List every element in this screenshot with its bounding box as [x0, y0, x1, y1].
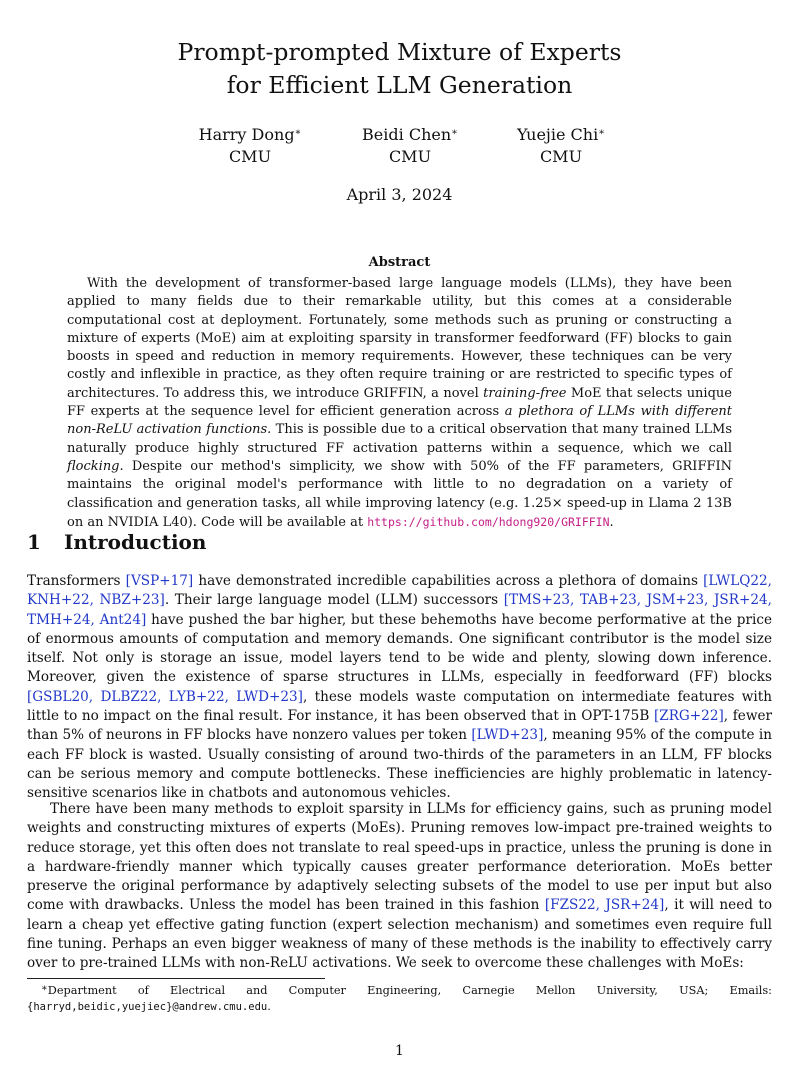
body-text: . Their large language model (LLM) successors [164, 592, 504, 609]
footnote-mark: ∗ [41, 983, 48, 994]
body-text: have pushed the bar higher, but these behemoths have become performative at the price of enormous amounts of computation and memory demands. One significant contributor is the model size itself. Not only is storage an issue, model layers tend to be wide and plenty, slowing down inference. Moreover, given the existence of sparse structures in LLMs, especially in feedforward (FF) blocks [27, 611, 772, 686]
abstract-segment: This is possible due to a critical observation that many trained LLMs naturally produce highly structured FF activation patterns within a sequence, which we call [67, 422, 732, 456]
author-footnote-mark: ∗ [598, 127, 606, 138]
section-heading [27, 530, 206, 554]
abstract-emphasis: training-free [483, 385, 567, 401]
body-text: , these models waste computation on intermediate features with little to no impact on the final result. For instance, it has been observed that in OPT-175B [27, 688, 772, 725]
intro-paragraph-2 [27, 800, 772, 974]
citation-link[interactable]: [LWD+23] [471, 727, 544, 744]
footnote-emails: {harryd,beidic,yuejiec}@andrew.cmu.edu [27, 1000, 268, 1013]
section-number: 1 [27, 530, 41, 554]
abstract-segment: MoE that selects unique FF experts at the sequence level for efficient generation across [67, 385, 732, 420]
footnote-rule [27, 978, 325, 979]
abstract-segment: With the development of transformer-based large language models (LLMs), they have been applied to many fields due to their remarkable utility, but this comes at a considerable computational cost at deployment. Fortunately, some methods such as pruning or constructing a mixture of experts (MoE) aim at exploiting sparsity in transformer feedforward (FF) blocks to gain boosts in speed and reduction in memory requirements. However, these techniques can be very costly and inflexible in practice, as they often require training or are restricted to specific types of architectures. To address this, we introduce GRIFFIN, a novel [67, 276, 732, 401]
citation-link[interactable]: [TMS+23, TAB+23, JSM+23, JSR+24, TMH+24, Ant24] [27, 592, 772, 628]
section-title: Introduction [64, 530, 207, 554]
author-name: Harry Dong [198, 125, 295, 144]
page-number: 1 [395, 1043, 404, 1059]
abstract-segment: . [609, 514, 614, 530]
abstract-heading: Abstract [368, 255, 431, 270]
citation-link[interactable]: [VSP+17] [125, 573, 194, 589]
author-affiliation: CMU [228, 147, 272, 166]
author-name: Beidi Chen [362, 125, 452, 144]
author-affiliation: CMU [539, 147, 583, 166]
footnote [27, 983, 772, 1015]
body-text: Transformers [27, 573, 126, 589]
abstract-emphasis: a plethora of LLMs with different non-ReLU activation functions. [67, 404, 732, 438]
citation-link[interactable]: [ZRG+22] [653, 708, 724, 725]
citation-link[interactable]: [GSBL20, DLBZ22, LYB+22, LWD+23] [27, 688, 303, 705]
abstract-emphasis: flocking [67, 458, 120, 474]
citation-link[interactable]: [FZS22, JSR+24] [544, 897, 665, 914]
body-text: , fewer than 5% of neurons in FF blocks have nonzero values per token [27, 708, 772, 744]
body-text: There have been many methods to exploit sparsity in LLMs for efficiency gains, such as pruning model weights and constructing mixtures of experts (MoEs). Pruning removes low-impact pre-trained weights to reduce storage, yet this often does not translate to real speed-ups in practice, unless the pruning is done in a hardware-friendly manner which typically causes greater performance deterioration. MoEs better preserve the original performance by adaptively selecting subsets of the model to use per input but also come with drawbacks. Unless the model has been trained in this fashion [27, 801, 772, 914]
intro-paragraph-1 [27, 572, 772, 804]
abstract-segment: . Despite our method's simplicity, we show with 50% of the FF parameters, GRIFFIN maintains the original model's performance with little to no degradation on a variety of classification and generation tasks, all while improving latency (e.g. 1.25× speed-up in Llama 2 13B on an NVIDIA L40). Code will be available at [67, 458, 732, 530]
paper-date: April 3, 2024 [346, 185, 453, 204]
title-line-1: Prompt-prompted Mixture of Experts [177, 38, 622, 66]
author-footnote-mark: ∗ [451, 127, 458, 138]
paper-title [0, 36, 799, 102]
body-text: have demonstrated incredible capabilities across a plethora of domains [193, 573, 704, 589]
footnote-text: Department of Electrical and Computer Engineering, Carnegie Mellon University, USA; Emails: [47, 984, 772, 997]
author-block [355, 124, 465, 168]
author-affiliation: CMU [388, 147, 432, 166]
title-line-2: for Efficient LLM Generation [226, 71, 573, 99]
body-text: , meaning 95% of the compute in each FF block is wasted. Usually consisting of around two-thirds of the parameters in an LLM, FF blocks can be serious memory and compute bottlenecks. These inefficiencies are highly problematic in latency-sensitive scenarios like in chatbots and autonomous vehicles. [27, 727, 772, 802]
body-text: , it will need to learn a cheap yet effective gating function (expert selection mechanism) and sometimes even require full fine tuning. Perhaps an even bigger weakness of many of these methods is the inability to effectively carry over to pre-trained LLMs with non-ReLU activations. We seek to overcome these challenges with MoEs: [27, 897, 773, 972]
footnote-end: . [267, 999, 271, 1013]
author-name: Yuejie Chi [516, 125, 599, 144]
code-link[interactable]: https://github.com/hdong920/GRIFFIN [367, 514, 610, 529]
author-block [506, 124, 616, 168]
author-footnote-mark: ∗ [294, 127, 302, 138]
author-block [195, 124, 305, 168]
abstract-text [67, 275, 732, 532]
citation-link[interactable]: [LWLQ22, KNH+22, NBZ+23] [27, 573, 772, 609]
